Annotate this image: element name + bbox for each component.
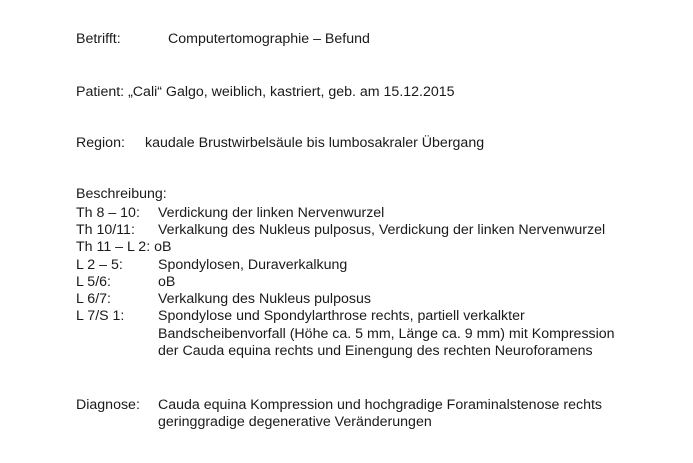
betrifft-value: Computertomographie – Befund <box>168 31 370 47</box>
finding-row <box>76 239 171 255</box>
finding-text-line: Spondylose und Spondylarthrose rechts, partiell verkalkter <box>158 308 525 324</box>
finding-label: L 2 – 5: <box>76 257 123 273</box>
finding-text: oB <box>158 274 176 290</box>
diagnose-line: geringgradige degenerative Veränderungen <box>158 414 432 430</box>
finding-text: Verkalkung des Nukleus pulposus, Verdickung der linken Nervenwurzel <box>158 222 606 238</box>
betrifft-row <box>76 31 121 47</box>
finding-label: Th 8 – 10: <box>76 205 140 221</box>
finding-text-line: der Cauda equina rechts und Einengung des rechten Neuroforamens <box>158 343 593 359</box>
finding-text: oB <box>154 239 172 255</box>
finding-label: Th 11 – L 2: <box>76 239 151 255</box>
betrifft-label: Betrifft: <box>76 31 121 47</box>
region-row <box>76 135 125 151</box>
finding-text: Verkalkung des Nukleus pulposus <box>158 291 371 307</box>
finding-label: L 6/7: <box>76 291 111 307</box>
patient-value: „Cali“ Galgo, weiblich, kastriert, geb. am 15.12.2015 <box>128 84 455 100</box>
patient-row <box>76 84 455 100</box>
diagnose-label: Diagnose: <box>76 397 140 413</box>
region-value: kaudale Brustwirbelsäule bis lumbosakraler Übergang <box>145 135 485 151</box>
finding-label: L 7/S 1: <box>76 308 125 324</box>
finding-text: Verdickung der linken Nervenwurzel <box>158 205 385 221</box>
finding-text: Spondylosen, Duraverkalkung <box>158 257 348 273</box>
diagnose-line: Cauda equina Kompression und hochgradige Foraminalstenose rechts <box>158 397 603 413</box>
patient-label: Patient: <box>76 84 125 100</box>
finding-label: Th 10/11: <box>76 222 135 238</box>
finding-label: L 5/6: <box>76 274 111 290</box>
region-label: Region: <box>76 135 125 151</box>
finding-text-line: Bandscheibenvorfall (Höhe ca. 5 mm, Länge ca. 9 mm) mit Kompression <box>158 326 615 342</box>
beschreibung-heading: Beschreibung: <box>76 186 167 202</box>
